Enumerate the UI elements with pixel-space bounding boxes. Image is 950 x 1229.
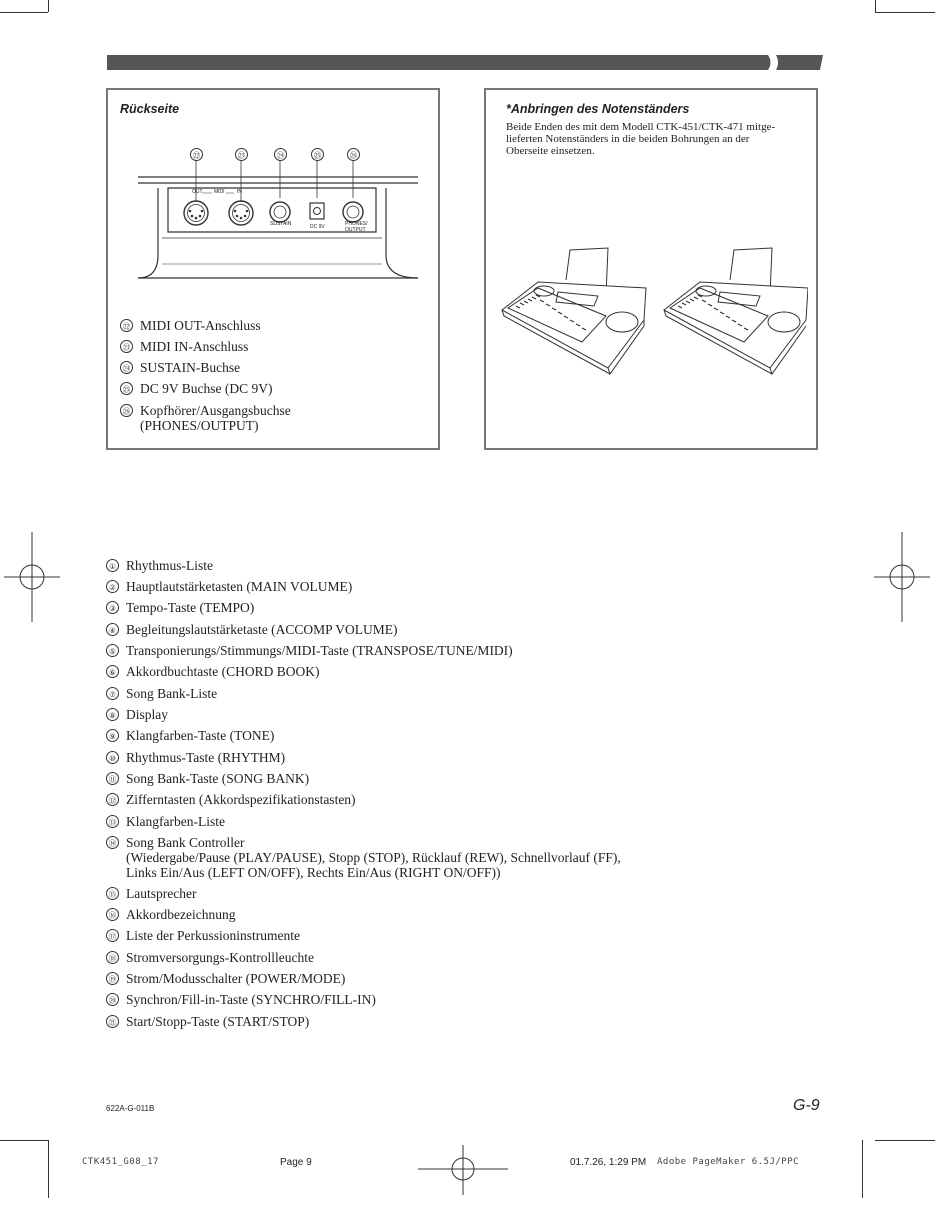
music-stand-title: *Anbringen des Notenständers bbox=[506, 102, 690, 116]
item-number: ㉓ bbox=[120, 340, 133, 353]
crop-mark bbox=[0, 1140, 48, 1141]
item-number: ⑳ bbox=[106, 993, 119, 1006]
rear-panel-box: Rückseite ㉒ ㉓ ㉔ ㉕ ㉖ OUT MIDI IN SUSTAIN DC 9V PHONES/ OUTPUT ㉒ MIDI OUT-Anschluss ㉓ MIDI IN-Anschluss ㉔ SUSTAIN-Buchse ㉕ DC 9V Buchse (DC 9V) ㉖ Kopfhörer/Ausgangsbuchse (PHONES/OUTPUT) bbox=[106, 88, 440, 450]
item-number: ⑮ bbox=[106, 887, 119, 900]
music-stand-text-line: Beide Enden des mit dem Modell CTK-451/CTK-471 mitge- bbox=[506, 121, 776, 133]
callout-25: ㉕ bbox=[311, 146, 324, 164]
item-number: ⑰ bbox=[106, 929, 119, 942]
header-bar bbox=[107, 55, 752, 70]
slug-timestamp: 01.7.26, 1:29 PM bbox=[570, 1157, 647, 1168]
item-number: ⑯ bbox=[106, 908, 119, 921]
crop-mark bbox=[0, 12, 48, 13]
item-number: ⑦ bbox=[106, 687, 119, 700]
crop-mark bbox=[875, 1140, 935, 1141]
item-number: ⑭ bbox=[106, 836, 119, 849]
item-number: ④ bbox=[106, 623, 119, 636]
label-dc: DC 9V bbox=[310, 224, 325, 230]
item-number: ⑱ bbox=[106, 951, 119, 964]
item-number: ③ bbox=[106, 601, 119, 614]
crop-mark bbox=[875, 12, 935, 13]
keyboard-illustration bbox=[498, 240, 808, 380]
label-out: OUT bbox=[192, 189, 203, 195]
item-number: ⑩ bbox=[106, 751, 119, 764]
rear-panel-title: Rückseite bbox=[120, 102, 180, 116]
item-number: ② bbox=[106, 580, 119, 593]
item-number: ⑫ bbox=[106, 793, 119, 806]
item-number: ⑨ bbox=[106, 729, 119, 742]
slug-software: Adobe PageMaker 6.5J/PPC bbox=[657, 1157, 800, 1167]
item-number: ⑲ bbox=[106, 972, 119, 985]
item-number: ⑤ bbox=[106, 644, 119, 657]
item-number: ㉒ bbox=[120, 319, 133, 332]
item-number: ⑧ bbox=[106, 708, 119, 721]
item-number: ㉖ bbox=[120, 404, 133, 417]
registration-mark bbox=[4, 532, 60, 622]
label-output: OUTPUT bbox=[345, 227, 366, 233]
item-number: ㉔ bbox=[120, 361, 133, 374]
crop-mark bbox=[875, 0, 876, 12]
item-number: ⑪ bbox=[106, 772, 119, 785]
registration-mark bbox=[418, 1145, 508, 1195]
callout-23: ㉓ bbox=[235, 146, 248, 164]
item-number: ⑬ bbox=[106, 815, 119, 828]
document-code: 622A-G-011B bbox=[106, 1104, 155, 1113]
label-midi: MIDI bbox=[214, 189, 225, 195]
music-stand-text-line: Oberseite einsetzen. bbox=[506, 145, 595, 157]
item-number: ① bbox=[106, 559, 119, 572]
music-stand-text-line: lieferten Notenständers in die beiden Bohrungen an der bbox=[506, 133, 750, 145]
label-phones: PHONES/ bbox=[345, 221, 368, 227]
item-number: ㉕ bbox=[120, 382, 133, 395]
main-parts-list: ① Rhythmus-Liste ② Hauptlautstärketasten (MAIN VOLUME) ③ Tempo-Taste (TEMPO) ④ Begleitungslautstärketaste (ACCOMP VOLUME) ⑤ Transponierungs/Stimmungs/MIDI-Taste (TRANSPOSE/TUNE/MIDI) ⑥ Akkordbuchtaste (CHORD BOOK) ⑦ Song Bank-Liste ⑧ Display ⑨ Klangfarben-Taste (TONE) ⑩ Rhythmus-Taste (RHYTHM) ⑪ Song Bank-Taste (SONG BANK) ⑫ Zifferntasten (Akkordspezifikationstasten) ⑬ Klangfarben-Liste ⑭ Song Bank Controller (Wiedergabe/Pause (PLAY/PAUSE), Stopp (STOP), Rücklauf (REW), Schnellvorlauf (FF), Links Ein/Aus (LEFT ON/OFF), Rechts Ein/Aus (RIGHT ON/OFF)) ⑮ Lautsprecher ⑯ Akkordbezeichnung ⑰ Liste der Perkussioninstrumente ⑱ Stromversorgungs-Kontrollleuchte ⑲ Strom/Modusschalter (POWER/MODE) ⑳ Synchron/Fill-in-Taste (SYNCHRO/FILL-IN) ㉑ Start/Stopp-Taste (START/STOP) bbox=[106, 558, 806, 1038]
crop-mark bbox=[862, 1140, 863, 1198]
callout-22: ㉒ bbox=[190, 146, 203, 164]
label-in: IN bbox=[237, 189, 242, 195]
label-sustain: SUSTAIN bbox=[270, 221, 292, 227]
item-number: ㉑ bbox=[106, 1015, 119, 1028]
page-label: G-9 bbox=[793, 1097, 820, 1114]
music-stand-box bbox=[484, 88, 818, 450]
slug-page: Page 9 bbox=[280, 1157, 312, 1168]
header-bar-tabs bbox=[748, 55, 823, 70]
crop-mark bbox=[48, 0, 49, 12]
callout-26: ㉖ bbox=[347, 146, 360, 164]
crop-mark bbox=[48, 1140, 49, 1198]
slug-file-name: CTK451_G08_17 bbox=[82, 1157, 159, 1167]
registration-mark bbox=[874, 532, 930, 622]
item-number: ⑥ bbox=[106, 665, 119, 678]
callout-24: ㉔ bbox=[274, 146, 287, 164]
